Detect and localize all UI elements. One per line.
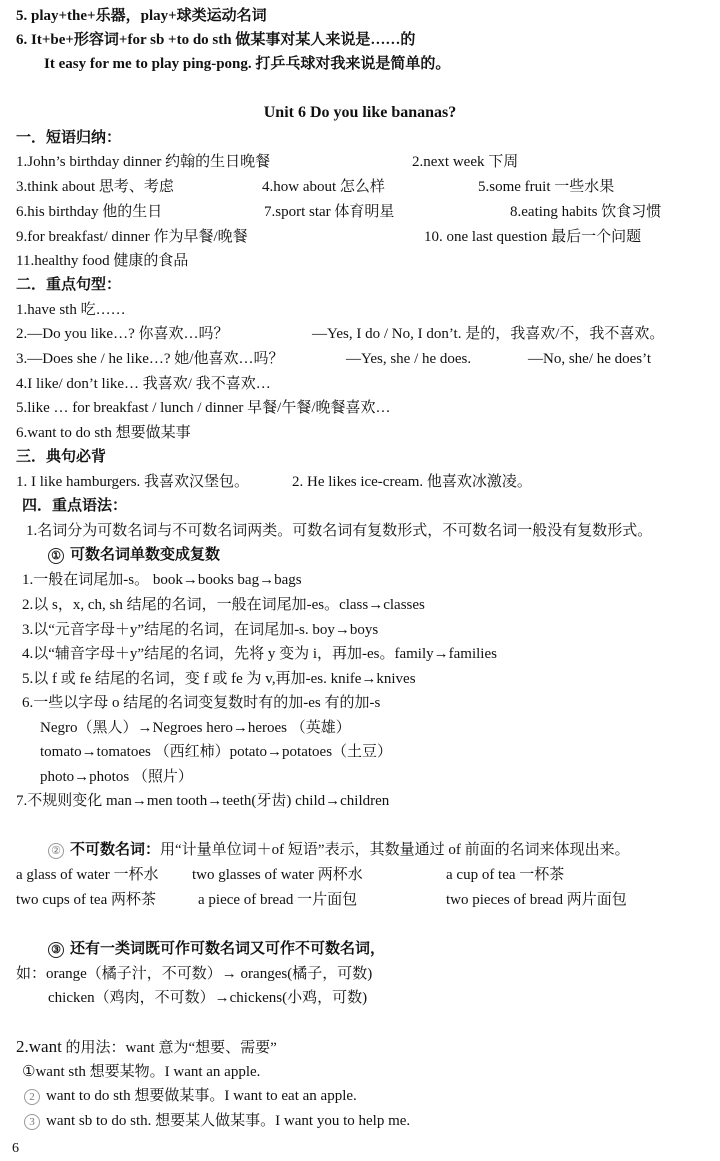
want-usage-3 xyxy=(24,1111,410,1131)
sentence-1: 1.have sth 吃…… xyxy=(16,302,126,318)
want-usage-1 xyxy=(22,1062,260,1082)
plural-rule-6: 6.一些以字母 o 结尾的名词变复数时有的加-es 有的加-s xyxy=(22,695,381,711)
unit-example-4: two cups of tea 两杯茶 xyxy=(16,892,156,908)
phrase-4: 4.how about 怎么样 xyxy=(262,179,385,195)
sentence-5: 5.like … for breakfast / lunch / dinner 早餐/午餐/晚餐喜欢… xyxy=(16,400,391,416)
plural-rule-4: 4.以“辅音字母＋y”结尾的名词，先将 y 变为 i，再加-es。family→families xyxy=(22,646,497,662)
want-usage-2 xyxy=(24,1086,357,1106)
subsection-2 xyxy=(48,840,630,860)
plural-rule-1: 1.一般在词尾加-s。 book→books bag→bags xyxy=(22,572,302,588)
sentence-2-question: 2.—Do you like…? 你喜欢…吗？ xyxy=(16,326,229,342)
subsection-2-text: 用“计量单位词＋of 短语”表示，其数量通过 of 前面的名词来体现出来。 xyxy=(160,842,630,858)
phrase-6: 6.his birthday 他的生日 xyxy=(16,204,163,220)
plural-rule-5: 5.以 f 或 fe 结尾的名词，变 f 或 fe 为 v,再加-es. knife→knives xyxy=(22,671,416,687)
want-usage-desc: 的用法：want 意为“想要、需要” xyxy=(61,1040,277,1056)
phrase-10: 10. one last question 最后一个问题 xyxy=(424,229,642,245)
phrase-8: 8.eating habits 饮食习惯 xyxy=(510,204,662,220)
unit-example-5: a piece of bread 一片面包 xyxy=(198,892,358,908)
unit-example-3: a cup of tea 一杯茶 xyxy=(446,867,565,883)
phrase-5: 5.some fruit 一些水果 xyxy=(478,179,615,195)
page-number: 6 xyxy=(12,1141,19,1156)
want-usage-2-text: want to do sth 想要做某事。I want to eat an apple. xyxy=(46,1088,357,1104)
key-sentence-2: 2. He likes ice-cream. 他喜欢冰激凌。 xyxy=(292,474,532,490)
phrase-2: 2.next week 下周 xyxy=(412,154,519,170)
rule-6: 6. It+be+形容词+for sb +to do sth 做某事对某人来说是……的 xyxy=(16,32,416,48)
subsection-3-label: 还有一类词既可作可数名词又可作不可数名词， xyxy=(70,941,386,957)
phrase-1: 1.John’s birthday dinner 约翰的生日晚餐 xyxy=(16,154,271,170)
both-example-chicken: chicken（鸡肉，不可数）→chickens(小鸡，可数) xyxy=(48,990,368,1006)
want-usage-keyword: 2.want xyxy=(16,1037,62,1056)
circled-number-3-icon: ③ xyxy=(48,942,64,958)
unit-example-2: two glasses of water 两杯水 xyxy=(192,867,363,883)
want-usage-1-text: want sth 想要某物。I want an apple. xyxy=(35,1064,261,1080)
unit-example-1: a glass of water 一杯水 xyxy=(16,867,159,883)
plural-rule-2: 2.以 s，x, ch, sh 结尾的名词，一般在词尾加-es。class→classes xyxy=(22,597,425,613)
sentence-6: 6.want to do sth 想要做某事 xyxy=(16,425,191,441)
unit-example-6: two pieces of bread 两片面包 xyxy=(446,892,627,908)
want-num-1: ① xyxy=(22,1064,36,1080)
sentence-2-answer: —Yes, I do / No, I don’t. 是的，我喜欢/不，我不喜欢。 xyxy=(312,326,665,342)
phrase-9: 9.for breakfast/ dinner 作为早餐/晚餐 xyxy=(16,229,248,245)
section-3-heading: 三．典句必背 xyxy=(16,449,107,465)
section-4-heading: 四．重点语法： xyxy=(22,498,128,514)
plural-example-tomato: tomato→tomatoes （西红柿）potato→potatoes（土豆） xyxy=(40,744,393,760)
unit-title: Unit 6 Do you like bananas? xyxy=(263,104,457,121)
both-example-orange: 如：orange（橘子汁，不可数）→ oranges(橘子，可数) xyxy=(16,966,373,982)
key-sentence-1: 1. I like hamburgers. 我喜欢汉堡包。 xyxy=(16,474,250,490)
rule-5: 5. play+the+乐器，play+球类运动名词 xyxy=(16,8,267,24)
section-2-heading: 二．重点句型： xyxy=(16,277,122,293)
sentence-3-yes: —Yes, she / he does. xyxy=(346,351,472,367)
sentence-3-no: —No, she/ he does’t xyxy=(528,351,652,367)
want-usage-3-text: want sb to do sth. 想要某人做某事。I want you to help me. xyxy=(46,1113,411,1129)
sentence-4: 4.I like/ don’t like… 我喜欢/ 我不喜欢… xyxy=(16,376,271,392)
circled-number-3b-icon: 3 xyxy=(24,1114,40,1130)
want-usage-title xyxy=(16,1037,277,1058)
phrase-7: 7.sport star 体育明星 xyxy=(264,204,395,220)
subsection-2-label: 不可数名词： xyxy=(70,842,161,858)
plural-rule-7: 7.不规则变化 man→men tooth→teeth(牙齿) child→children xyxy=(16,793,390,809)
plural-example-negro: Negro（黑人）→Negroes hero→heroes （英雄） xyxy=(40,720,351,736)
subsection-1-label: 可数名词单数变成复数 xyxy=(70,547,221,563)
circled-number-1-icon: ① xyxy=(48,548,64,564)
section-1-heading: 一．短语归纳： xyxy=(16,130,122,146)
rule-6-example: It easy for me to play ping-pong. 打乒乓球对我来说是简单的。 xyxy=(44,56,451,72)
circled-number-2b-icon: 2 xyxy=(24,1089,40,1105)
sentence-3-question: 3.—Does she / he like…? 她/他喜欢…吗？ xyxy=(16,351,284,367)
grammar-intro: 1.名词分为可数名词与不可数名词两类。可数名词有复数形式，不可数名词一般没有复数形式。 xyxy=(26,523,653,539)
plural-example-photo: photo→photos （照片） xyxy=(40,769,193,785)
subsection-3-title xyxy=(48,939,385,959)
subsection-1-title xyxy=(48,545,220,565)
phrase-11: 11.healthy food 健康的食品 xyxy=(16,253,189,269)
circled-number-2-icon: ② xyxy=(48,843,64,859)
plural-rule-3: 3.以“元音字母＋y”结尾的名词，在词尾加-s. boy→boys xyxy=(22,622,379,638)
phrase-3: 3.think about 思考、考虑 xyxy=(16,179,174,195)
